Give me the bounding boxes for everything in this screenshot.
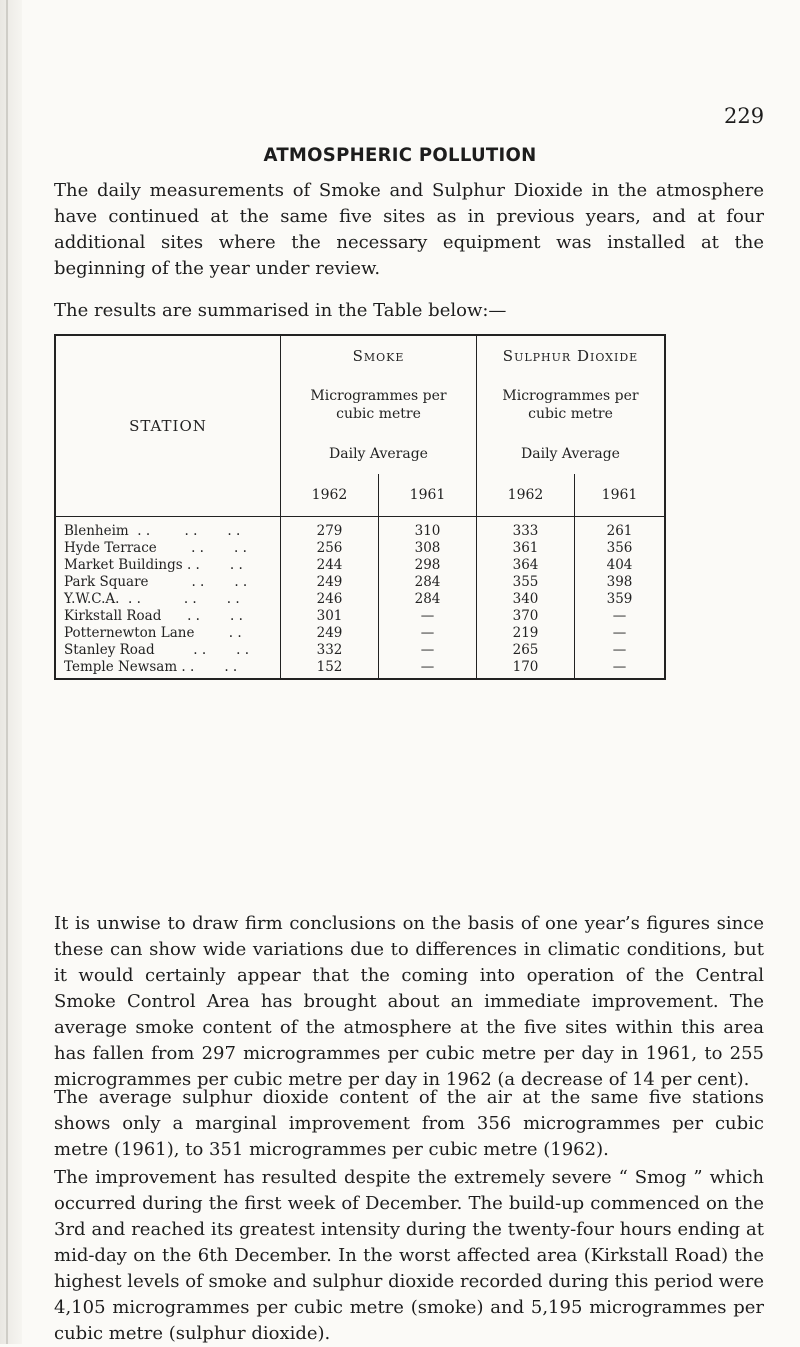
station-name: Potternewton Lane . . — [55, 625, 281, 642]
smoke-1961-value: — — [379, 625, 477, 642]
smoke-1961-value: — — [379, 642, 477, 659]
so2-1961-value: 398 — [606, 574, 633, 590]
so2-average-header: Daily Average — [521, 446, 620, 462]
smoke-year-1962-header: 1962 — [281, 474, 379, 517]
smoke-1962-value: 249 — [281, 625, 379, 642]
table-row — [55, 557, 665, 574]
so2-year-1962-header: 1962 — [477, 474, 575, 517]
smoke-1962-value: 249 — [281, 574, 379, 591]
so2-1962-value: 170 — [477, 659, 575, 679]
station-name: Hyde Terrace . . . . — [55, 540, 281, 557]
smoke-1962-value: 279 — [281, 517, 379, 541]
so2-1962-value: 219 — [477, 625, 575, 642]
so2-1962-value: 265 — [477, 642, 575, 659]
station-name: Blenheim . . . . . . — [55, 517, 281, 541]
so2-unit-header — [477, 376, 666, 434]
so2-1962-value: 333 — [477, 517, 575, 541]
smoke-year-1961-header: 1961 — [379, 474, 477, 517]
station-name: Temple Newsam . . . . — [55, 659, 281, 679]
smoke-1961-value: 298 — [379, 557, 477, 574]
so2-1961-value: — — [612, 642, 627, 658]
station-name: Kirkstall Road . . . . — [55, 608, 281, 625]
smoke-1961-value: — — [379, 659, 477, 679]
table-row — [55, 540, 665, 557]
station-header: STATION — [55, 335, 281, 517]
so2-1961-value: — — [612, 659, 627, 675]
table-intro-paragraph: The results are summarised in the Table below:— — [54, 300, 507, 321]
so2-1962-value: 361 — [477, 540, 575, 557]
so2-1962-value: 370 — [477, 608, 575, 625]
so2-unit-label: Microgrammes per cubic metre — [502, 388, 639, 422]
smoke-1962-value: 246 — [281, 591, 379, 608]
smoke-1962-value: 256 — [281, 540, 379, 557]
page-number: 229 — [724, 104, 765, 128]
table-row — [55, 659, 665, 679]
station-name: Y.W.C.A. . . . . . . — [55, 591, 281, 608]
smog-paragraph: The improvement has resulted despite the extremely severe “ Smog ” which occurred during the first week of December. The build-up commenced on the 3rd and reached its greatest intensity during the twenty-four hours ending at mid-day on the 6th December. In the worst affected area (Kirkstall Road) the highest levels of smoke and sulphur dioxide recorded during this period were 4,105 microgrammes per cubic metre (smoke) and 5,195 microgrammes per cubic metre (sulphur dioxide). — [54, 1167, 764, 1344]
table-row — [55, 591, 665, 608]
so2-1961-value: 359 — [606, 591, 633, 607]
smoke-1962-value: 152 — [281, 659, 379, 679]
station-name: Park Square . . . . — [55, 574, 281, 591]
intro-paragraph: The daily measurements of Smoke and Sulphur Dioxide in the atmosphere have continued at the same five sites as in previous years, and at four additional sites where the necessary equipment was installed at the beginning of the year under review. — [54, 180, 764, 279]
so2-1962-value: 364 — [477, 557, 575, 574]
so2-1961-value: 356 — [606, 540, 633, 556]
so2-1961-value: — — [612, 625, 627, 641]
smoke-1961-value: 284 — [379, 574, 477, 591]
smoke-1962-value: 244 — [281, 557, 379, 574]
sulphur-paragraph: The average sulphur dioxide content of the air at the same five stations shows only a marginal improvement from 356 microgrammes per cubic metre (1961), to 351 microgrammes per cubic metre (1962). — [54, 1087, 764, 1160]
table-row — [55, 574, 665, 591]
page-binding-edge — [0, 0, 22, 1344]
page-title: ATMOSPHERIC POLLUTION — [263, 144, 537, 166]
table-row — [55, 517, 665, 541]
smoke-average-header: Daily Average — [281, 434, 477, 474]
so2-1961-value: 404 — [606, 557, 633, 573]
so2-year-1961-header: 1961 — [575, 474, 666, 517]
smoke-1962-value: 332 — [281, 642, 379, 659]
table-row — [55, 608, 665, 625]
conclusions-paragraph: It is unwise to draw firm conclusions on the basis of one year’s figures since these can show wide variations due to differences in climatic conditions, but it would certainly appear that the coming into operation of the Central Smoke Control Area has brought about an immediate improvement. The average smoke content of the atmosphere at the five sites within this area has fallen from 297 microgrammes per cubic metre per day in 1961, to 255 microgrammes per cubic metre per day in 1962 (a decrease of 14 per cent). — [54, 913, 764, 1090]
so2-1961-value: — — [612, 608, 627, 624]
pollution-table — [54, 334, 666, 680]
station-name: Stanley Road . . . . — [55, 642, 281, 659]
smoke-group-header: Smoke — [281, 335, 477, 376]
table-row — [55, 625, 665, 642]
so2-1962-value: 340 — [477, 591, 575, 608]
so2-1962-value: 355 — [477, 574, 575, 591]
smoke-1961-value: — — [379, 608, 477, 625]
table-row — [55, 642, 665, 659]
smoke-1961-value: 284 — [379, 591, 477, 608]
smoke-1961-value: 310 — [379, 517, 477, 541]
station-name: Market Buildings . . . . — [55, 557, 281, 574]
smoke-1962-value: 301 — [281, 608, 379, 625]
smoke-unit-header — [281, 376, 477, 434]
so2-1961-value: 261 — [606, 523, 633, 539]
smoke-1961-value: 308 — [379, 540, 477, 557]
so2-group-header: Sulphur Dioxide — [502, 347, 639, 365]
smoke-unit-label: Microgrammes per cubic metre — [310, 388, 447, 422]
